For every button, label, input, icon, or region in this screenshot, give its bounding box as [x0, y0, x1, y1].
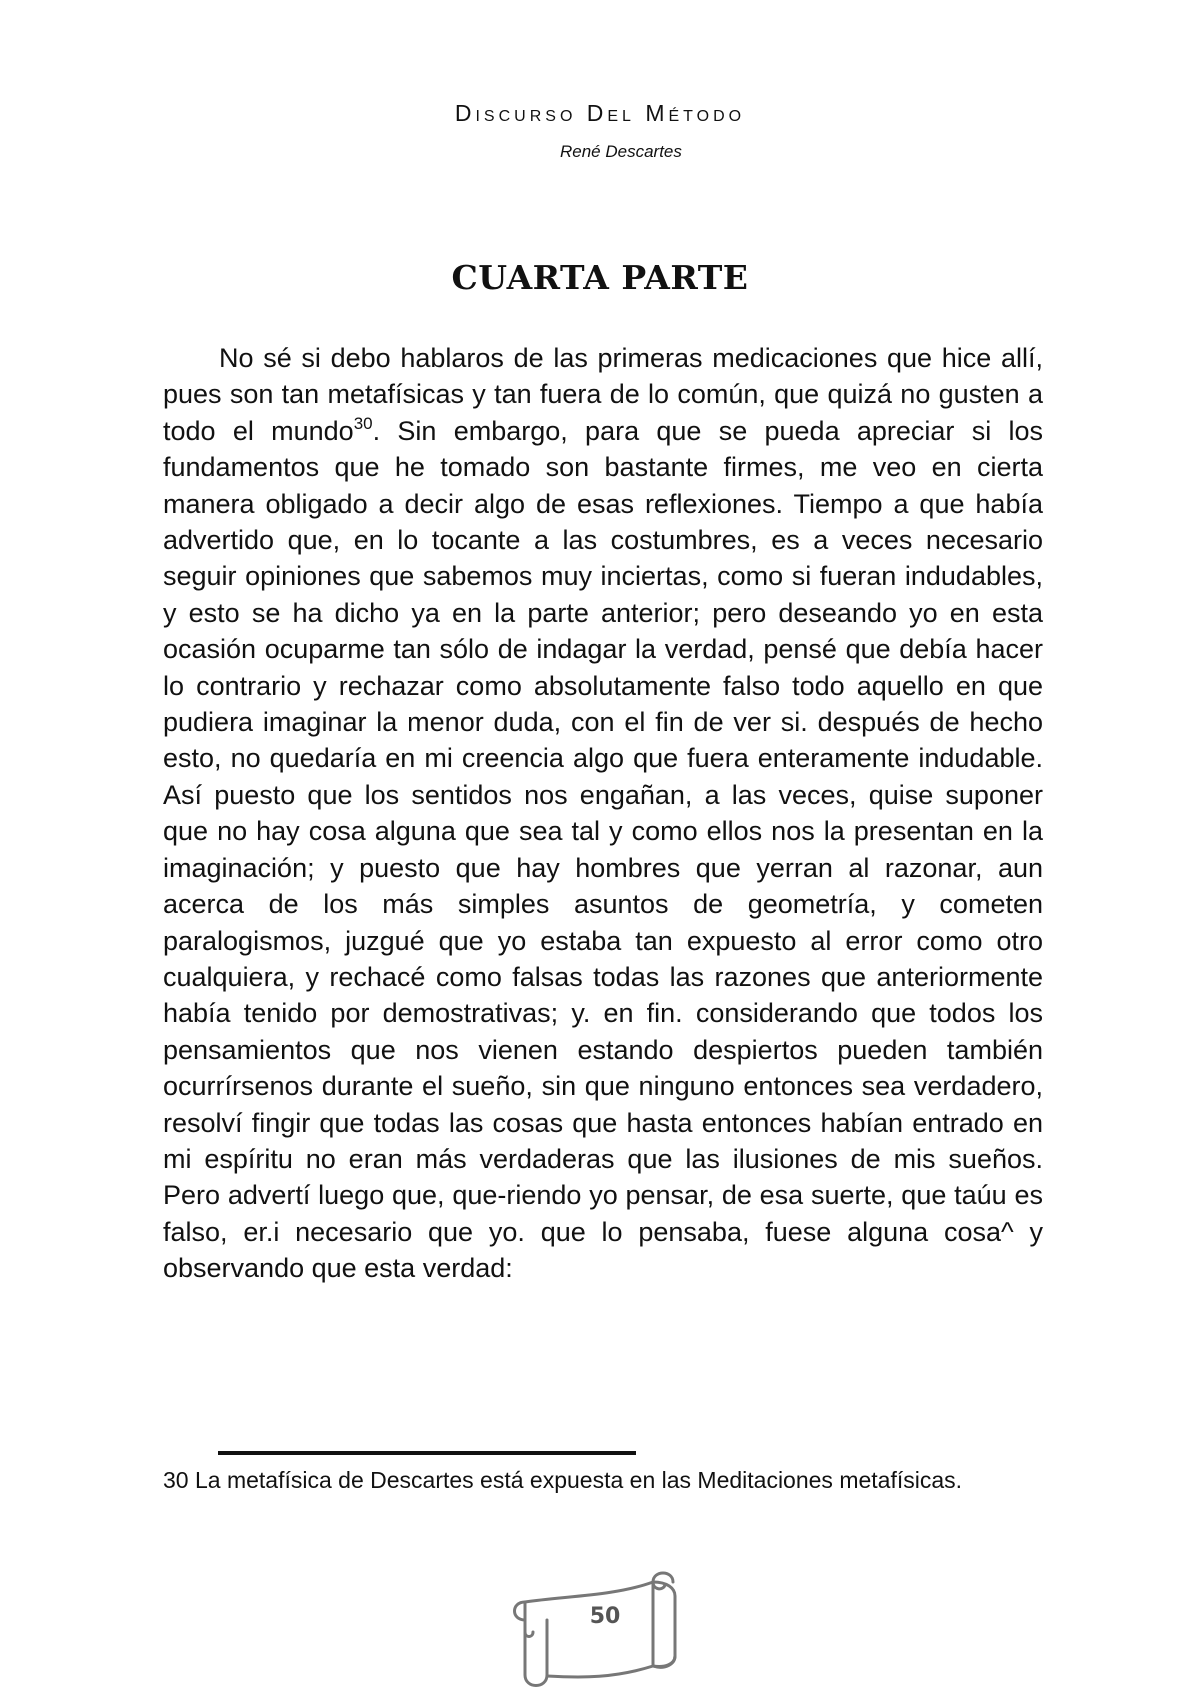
running-head-title: Discurso Del Método [454, 100, 746, 126]
body-text-part-2: . Sin embargo, para que se pueda apreciar si los fundamentos que he tomado son bastante firmes, me veo en cierta manera obligado a decir algo de esas reflexiones. Tiempo a que había advertido que, en lo tocante a las costumbres, es a veces necesario seguir opiniones que sabemos muy inciertas, como si fueran indudables, y esto se ha dicho ya en la parte anterior; pero deseando yo en esta ocasión ocuparme tan sólo de indagar la verdad, pensé que debía hacer lo contrario y rechazar como absolutamente falso todo aquello en que pudiera imaginar la menor duda, con el fin de ver si. después de hecho esto, no quedaría en mi creencia algo que fuera enteramente indudable. Así puesto que los sentidos nos engañan, a las veces, quise suponer que no hay cosa alguna que sea tal y como ellos nos la presentan en la imaginación; y puesto que hay hombres que yerran al razonar, aun acerca de los más simples asuntos de geometría, y cometen paralogismos, juzgué que yo estaba tan expuesto al error como otro cualquiera, y rechacé como falsas todas las razones que anteriormente había tenido por demostrativas; y. en fin. considerando que todos los pensamientos que nos vienen estando despiertos pueden también ocurrírsenos durante el sueño, sin que ninguno entonces sea verdadero, resolví fingir que todas las cosas que hasta entonces habían entrado en mi espíritu no eran más verdaderas que las ilusiones de mis sueños. Pero advertí luego que, que-riendo yo pensar, de esa suerte, que taúu es falso, er.i necesario que yo. que lo pensaba, fuese alguna cosa^ y observando que esta verdad: [163, 415, 1043, 1284]
running-head-author: René Descartes [560, 142, 682, 161]
page-number: 50 [589, 1604, 621, 1629]
footnote-separator [218, 1451, 636, 1455]
footnote-text: 30 La metafísica de Descartes está expuesta en las Meditaciones metafísicas. [163, 1467, 963, 1493]
chapter-title: CUARTA PARTE [451, 258, 749, 297]
body-text-part-1: No sé si debo hablaros de las primeras medicaciones que hice allí, pues son tan metafísicas y tan fuera de lo común, que quizá no gusten a todo el mundo [163, 343, 1043, 446]
body-paragraph [163, 340, 1043, 1287]
footnote-reference[interactable]: 30 [353, 413, 373, 433]
